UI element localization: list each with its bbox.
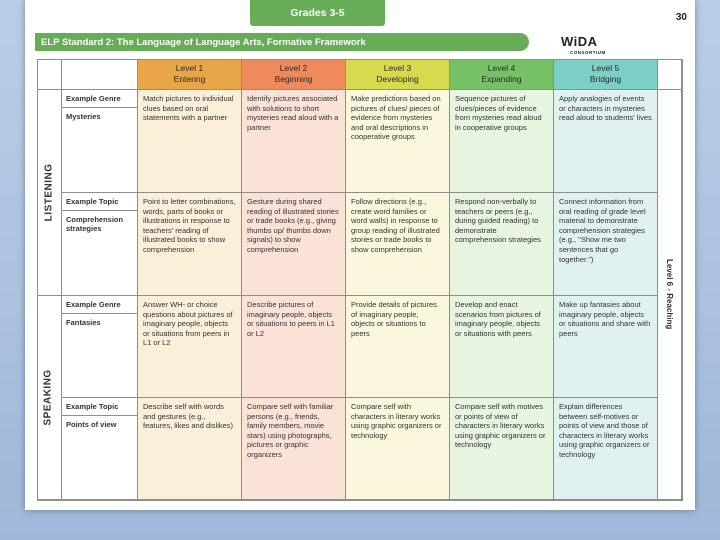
table-cell: Describe pictures of imaginary people, objects or situations to peers in L1 or L2 — [242, 296, 346, 398]
standard-title-banner: ELP Standard 2: The Language of Language Arts, Formative Framework — [35, 33, 529, 51]
table-cell: Point to letter combinations, words, parts of books or illustrations in response to teachers' reading of illustrated books to show comprehension — [138, 193, 242, 296]
table-cell: Connect information from oral reading of grade level material to demonstrate comprehension strategies (e.g., "Show me two sentences that go together.") — [554, 193, 658, 296]
table-cell: Develop and enact scenarios from pictures of imaginary people, objects or situations with peers — [450, 296, 554, 398]
domain-name: SPEAKING — [43, 369, 55, 426]
logo-wordmark: WiDA — [561, 34, 598, 49]
domain-name: LISTENING — [43, 163, 55, 222]
example-topic: Mysteries — [66, 111, 101, 121]
document-page — [25, 0, 695, 510]
level-desc: Beginning — [274, 73, 313, 84]
level-name: Level 3 — [383, 63, 412, 73]
level-desc: Bridging — [589, 73, 622, 84]
table-cell: Apply analogies of events or characters in mysteries read aloud to students' lives — [554, 90, 658, 193]
level-6-reaching-label — [658, 90, 682, 500]
page-number: 30 — [675, 12, 687, 23]
level-name: Level 1 — [175, 63, 204, 73]
grades-tab: Grades 3-5 — [250, 0, 385, 26]
example-tag: Example Topic — [62, 402, 137, 416]
logo-subtitle: CONSORTIUM — [570, 50, 606, 55]
level-desc: Developing — [376, 73, 419, 84]
side-label-text: Level 6 - Reaching — [665, 259, 675, 330]
table-cell: Describe self with words and gestures (e.g., features, likes and dislikes) — [138, 398, 242, 500]
example-topic: Points of view — [66, 419, 117, 429]
side-header-blank — [658, 60, 682, 90]
table-cell: Match pictures to individual clues based on oral statements with a partner — [138, 90, 242, 193]
level-header-3 — [346, 60, 450, 90]
table-cell: Gesture during shared reading of illustrated stories or trade books (e.g., giving thumbs up/ thumbs down signals) to show comprehension — [242, 193, 346, 296]
table-cell: Make predictions based on pictures of clues/ pieces of evidence from mysteries and oral descriptions in cooperative groups — [346, 90, 450, 193]
domain-label-listening — [38, 90, 62, 296]
table-cell: Compare self with motives or points of view of characters in literary works using graphic organizers or technology — [450, 398, 554, 500]
row-label — [62, 90, 138, 193]
corner-blank — [38, 60, 62, 90]
example-tag: Example Topic — [62, 197, 137, 211]
wida-logo — [561, 34, 621, 56]
table-cell: Answer WH- or choice questions about pictures of imaginary people, objects or situations from peers in L1 or L2 — [138, 296, 242, 398]
level-header-2 — [242, 60, 346, 90]
label-header-blank — [62, 60, 138, 90]
table-cell: Sequence pictures of clues/pieces of evidence from mysteries read aloud in cooperative groups — [450, 90, 554, 193]
example-topic: Fantasies — [66, 317, 101, 327]
level-name: Level 5 — [591, 63, 620, 73]
table-cell: Respond non-verbally to teachers or peers (e.g., during guided reading) to demonstrate comprehension strategies — [450, 193, 554, 296]
domain-label-speaking — [38, 296, 62, 500]
level-header-5 — [554, 60, 658, 90]
example-tag: Example Genre — [62, 300, 137, 314]
row-label — [62, 398, 138, 500]
table-cell: Compare self with familiar persons (e.g., friends, family members, movie stars) using photographs, pictures or graphic organizers — [242, 398, 346, 500]
row-label — [62, 296, 138, 398]
table-cell: Make up fantasies about imaginary people, objects or situations and share with peers — [554, 296, 658, 398]
level-name: Level 2 — [279, 63, 308, 73]
level-desc: Entering — [173, 73, 206, 84]
row-label — [62, 193, 138, 296]
table-cell: Identify pictures associated with solutions to short mysteries read aloud with a partner — [242, 90, 346, 193]
framework-table — [37, 59, 683, 501]
level-name: Level 4 — [487, 63, 516, 73]
level-header-4 — [450, 60, 554, 90]
example-tag: Example Genre — [62, 94, 137, 108]
example-topic: Comprehension strategies — [66, 214, 124, 234]
table-cell: Explain differences between self-motives or points of view and those of characters in literary works using graphic organizers or technology — [554, 398, 658, 500]
level-desc: Expanding — [481, 73, 522, 84]
table-cell: Compare self with characters in literary works using graphic organizers or technology — [346, 398, 450, 500]
table-cell: Provide details of pictures of imaginary people, objects or situations to peers — [346, 296, 450, 398]
level-header-1 — [138, 60, 242, 90]
table-cell: Follow directions (e.g., create word families or word walls) in response to group reading of illustrated stories or trade books to show comprehension — [346, 193, 450, 296]
